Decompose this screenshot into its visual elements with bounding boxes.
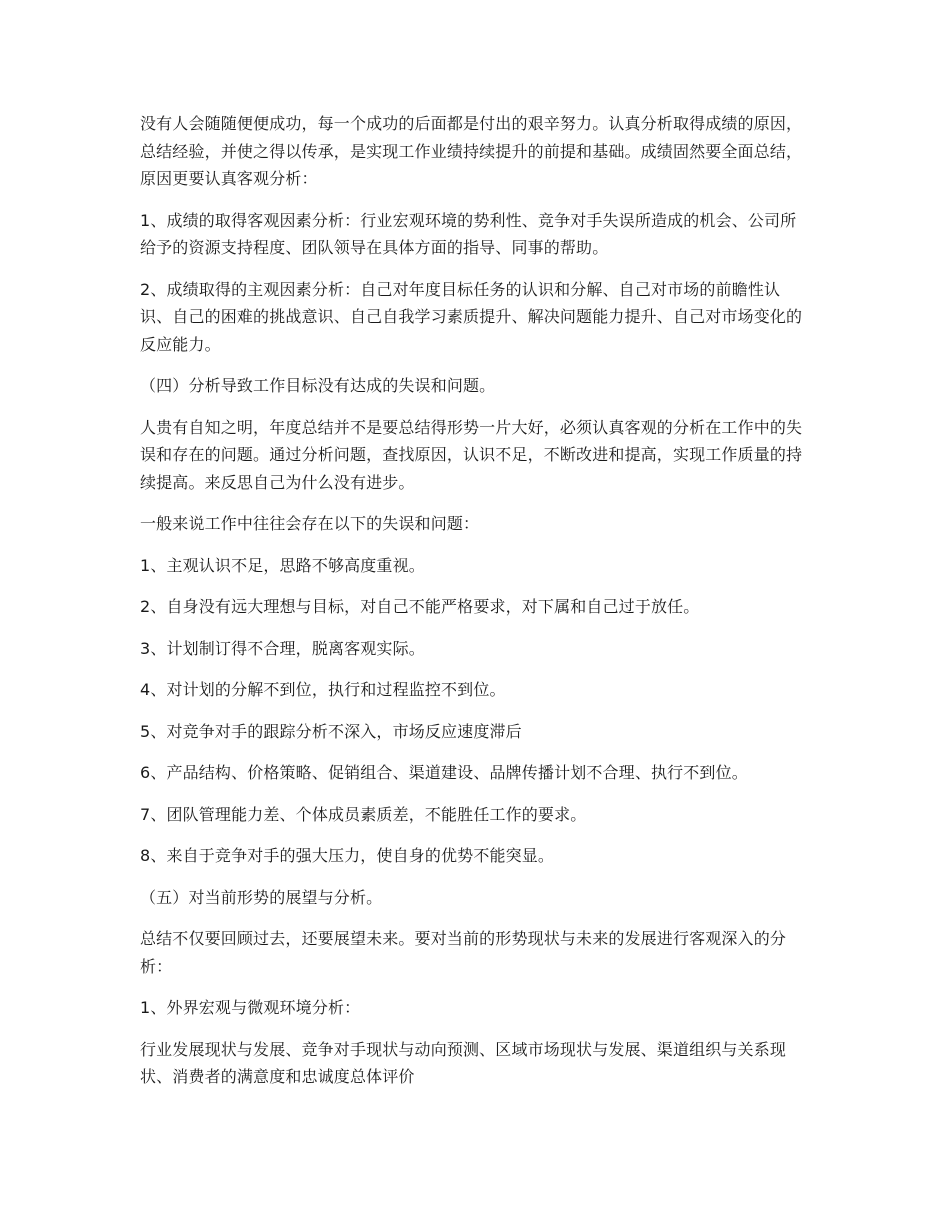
list-item-5: 5、对竞争对手的跟踪分析不深入，市场反应速度滞后 [140, 721, 522, 741]
section-heading-4: （四）分析导致工作目标没有达成的失误和问题。 [140, 376, 496, 395]
list-item-4: 4、对计划的分解不到位，执行和过程监控不到位。 [140, 680, 506, 699]
list-item-8: 8、来自于竞争对手的强大压力，使自身的优势不能突显。 [140, 846, 555, 865]
list-item-7: 7、团队管理能力差、个体成员素质差，不能胜任工作的要求。 [140, 804, 587, 824]
paragraph-self-awareness: 人贵有自知之明，年度总结并不是要总结得形势一片大好，必须认真客观的分析在工作中的失误和存在的问题。通过分析问题，查找原因，认识不足，不断改进和提高，实现工作质量的持续提高。来反思自己为什么没有进步。 [140, 417, 803, 492]
list-item-1: 1、主观认识不足，思路不够高度重视。 [140, 555, 425, 575]
list-item-environment-analysis: 1、外界宏观与微观环境分析： [140, 998, 361, 1017]
list-item-3: 3、计划制订得不合理，脱离客观实际。 [140, 638, 425, 658]
list-item-2: 2、自身没有远大理想与目标，对自己不能严格要求，对下属和自己过于放任。 [140, 597, 700, 616]
section-heading-5: （五）对当前形势的展望与分析。 [140, 887, 383, 907]
paragraph-outlook: 总结不仅要回顾过去，还要展望未来。要对当前的形势现状与未来的发展进行客观深入的分析： [140, 929, 787, 976]
paragraph-subjective-factors: 2、成绩取得的主观因素分析：自己对年度目标任务的认识和分解、自己对市场的前瞻性认识、自己的困难的挑战意识、自己自我学习素质提升、解决问题能力提升、自己对市场变化的反应能力。 [140, 279, 803, 354]
list-item-6: 6、产品结构、价格策略、促销组合、渠道建设、品牌传播计划不合理、执行不到位。 [140, 763, 748, 782]
paragraph-intro: 没有人会随随便便成功，每一个成功的后面都是付出的艰辛努力。认真分析取得成绩的原因，总结经验，并使之得以传承，是实现工作业绩持续提升的前提和基础。成绩固然要全面总结，原因更要认真客观分析： [140, 114, 803, 188]
paragraph-industry-status: 行业发展现状与发展、竞争对手现状与动向预测、区域市场现状与发展、渠道组织与关系现状、消费者的满意度和忠诚度总体评价 [140, 1039, 787, 1086]
paragraph-common-problems-intro: 一般来说工作中往往会存在以下的失误和问题： [140, 514, 480, 533]
paragraph-objective-factors: 1、成绩的取得客观因素分析：行业宏观环境的势利性、竞争对手失误所造成的机会、公司所给予的资源支持程度、团队领导在具体方面的指导、同事的帮助。 [140, 210, 797, 257]
document-body [140, 110, 810, 1091]
